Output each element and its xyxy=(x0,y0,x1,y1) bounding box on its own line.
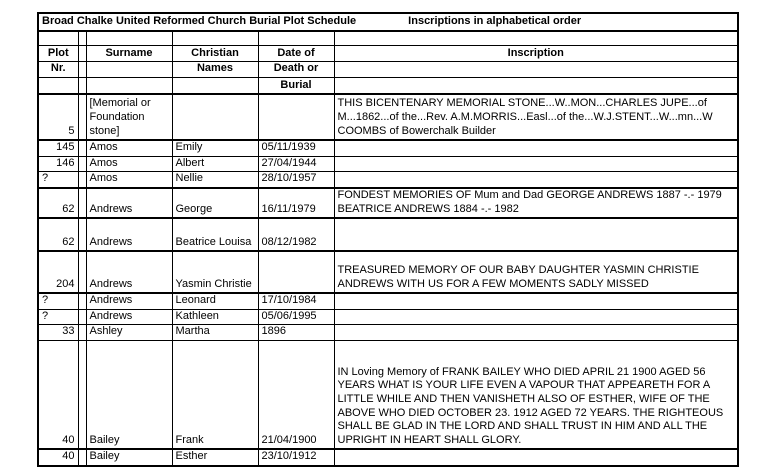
table-row xyxy=(38,340,738,449)
christian-cell xyxy=(172,94,258,140)
column-header-christian-names: Names xyxy=(172,62,258,78)
christian-cell: Beatrice Louisa xyxy=(172,218,258,251)
title-row xyxy=(38,13,738,31)
table-row xyxy=(38,218,738,251)
inscription-cell xyxy=(334,218,738,251)
surname-cell: Amos xyxy=(86,140,172,156)
inscription-cell xyxy=(334,293,738,309)
table-row xyxy=(38,172,738,188)
christian-cell: Martha xyxy=(172,325,258,341)
christian-cell: Albert xyxy=(172,156,258,172)
surname-cell: Andrews xyxy=(86,293,172,309)
table-row xyxy=(38,325,738,341)
christian-cell: Esther xyxy=(172,449,258,466)
inscription-cell: FONDEST MEMORIES OF Mum and Dad GEORGE ANDREWS 1887 -.- 1979 BEATRICE ANDREWS 1884 -.- 1982 xyxy=(334,188,738,218)
table-row xyxy=(38,188,738,218)
christian-cell: Kathleen xyxy=(172,309,258,325)
christian-cell: George xyxy=(172,188,258,218)
date-cell: 27/04/1944 xyxy=(258,156,334,172)
date-cell: 05/11/1939 xyxy=(258,140,334,156)
date-cell: 17/10/1984 xyxy=(258,293,334,309)
table-row xyxy=(38,140,738,156)
inscription-cell xyxy=(334,156,738,172)
column-header-plot-nr: Nr. xyxy=(38,62,78,78)
header-row-1 xyxy=(38,46,738,62)
surname-cell: Andrews xyxy=(86,309,172,325)
christian-cell: Frank xyxy=(172,340,258,449)
plot-cell: ? xyxy=(38,309,78,325)
column-header-date: Date of xyxy=(258,46,334,62)
plot-cell: ? xyxy=(38,293,78,309)
surname-cell: Amos xyxy=(86,156,172,172)
surname-cell: Bailey xyxy=(86,340,172,449)
column-header-inscription: Inscription xyxy=(334,46,738,62)
title-sub: Inscriptions in alphabetical order xyxy=(408,15,582,27)
table-row xyxy=(38,293,738,309)
column-header-surname: Surname xyxy=(86,46,172,62)
table-row xyxy=(38,251,738,293)
header-row-3 xyxy=(38,77,738,94)
plot-cell: 40 xyxy=(38,449,78,466)
surname-cell: [Memorial or Foundation stone] xyxy=(86,94,172,140)
inscription-cell: TREASURED MEMORY OF OUR BABY DAUGHTER YASMIN CHRISTIE ANDREWS WITH US FOR A FEW MOMENTS SADLY MISSED xyxy=(334,251,738,293)
date-cell: 1896 xyxy=(258,325,334,341)
plot-cell: 62 xyxy=(38,218,78,251)
christian-cell: Nellie xyxy=(172,172,258,188)
column-header-burial: Burial xyxy=(258,77,334,94)
surname-cell: Ashley xyxy=(86,325,172,341)
column-header-christian: Christian xyxy=(172,46,258,62)
column-header-death-or: Death or xyxy=(258,62,334,78)
plot-cell: 33 xyxy=(38,325,78,341)
plot-cell: 62 xyxy=(38,188,78,218)
title-main: Broad Chalke United Reformed Church Burial Plot Schedule xyxy=(42,15,357,27)
inscription-cell xyxy=(334,140,738,156)
surname-cell: Amos xyxy=(86,172,172,188)
surname-cell: Andrews xyxy=(86,188,172,218)
date-cell: 21/04/1900 xyxy=(258,340,334,449)
christian-cell: Leonard xyxy=(172,293,258,309)
date-cell: 08/12/1982 xyxy=(258,218,334,251)
date-cell: 23/10/1912 xyxy=(258,449,334,466)
date-cell xyxy=(258,251,334,293)
plot-cell: 146 xyxy=(38,156,78,172)
header-row-2 xyxy=(38,62,738,78)
page-title xyxy=(38,13,738,31)
burial-schedule-table xyxy=(37,12,739,467)
plot-cell: 5 xyxy=(38,94,78,140)
inscription-cell xyxy=(334,449,738,466)
christian-cell: Emily xyxy=(172,140,258,156)
inscription-cell xyxy=(334,172,738,188)
column-header-plot: Plot xyxy=(38,46,78,62)
date-cell: 16/11/1979 xyxy=(258,188,334,218)
table-row xyxy=(38,156,738,172)
plot-cell: ? xyxy=(38,172,78,188)
surname-cell: Bailey xyxy=(86,449,172,466)
table-row xyxy=(38,94,738,140)
date-cell: 05/06/1995 xyxy=(258,309,334,325)
inscription-cell xyxy=(334,309,738,325)
plot-cell: 40 xyxy=(38,340,78,449)
date-cell: 28/10/1957 xyxy=(258,172,334,188)
inscription-cell: THIS BICENTENARY MEMORIAL STONE...W..MON...CHARLES JUPE...of M...1862...of the...Rev. A.M.MORRIS...Easl...of the...W.J.STENT...W...mn...W COOMBS of Bowerchalk Builder xyxy=(334,94,738,140)
inscription-cell: IN Loving Memory of FRANK BAILEY WHO DIED APRIL 21 1900 AGED 56 YEARS WHAT IS YOUR LIFE EVEN A VAPOUR THAT APPEARETH FOR A LITTLE WHILE AND THEN VANISHETH ALSO OF ESTHER, WIFE OF THE ABOVE WHO DIED OCTOBER 23. 1912 AGED 72 YEARS. THE RIGHTEOUS SHALL BE GLAD IN THE LORD AND SHALL TRUST IN HIM AND ALL THE UPRIGHT IN HEART SHALL GLORY. xyxy=(334,340,738,449)
plot-cell: 204 xyxy=(38,251,78,293)
christian-cell: Yasmin Christie xyxy=(172,251,258,293)
surname-cell: Andrews xyxy=(86,218,172,251)
spacer-row xyxy=(38,31,738,46)
table-row xyxy=(38,309,738,325)
date-cell xyxy=(258,94,334,140)
table-row xyxy=(38,449,738,466)
plot-cell: 145 xyxy=(38,140,78,156)
inscription-cell xyxy=(334,325,738,341)
surname-cell: Andrews xyxy=(86,251,172,293)
